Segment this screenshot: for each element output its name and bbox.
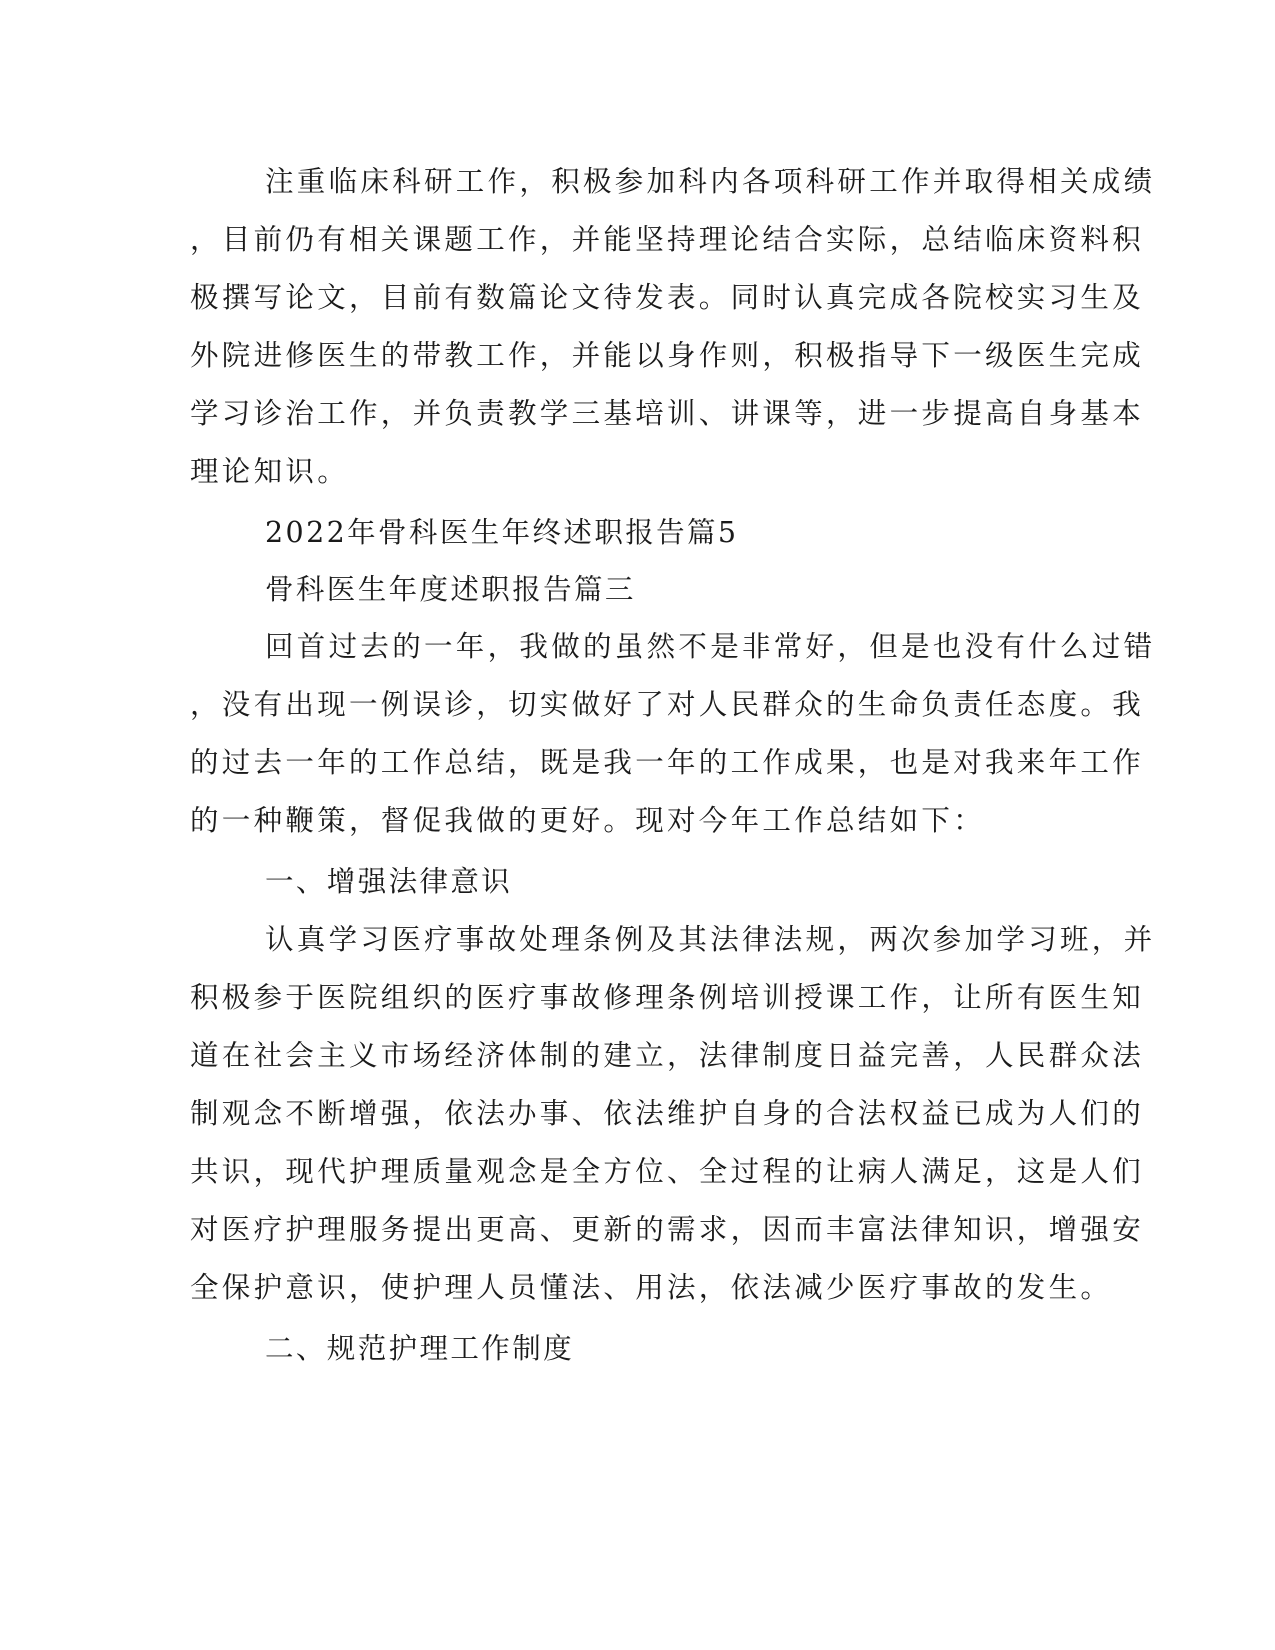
section-heading: 二、规范护理工作制度 [265,1332,575,1365]
section-heading: 一、增强法律意识 [265,865,513,898]
paragraph-line: 极撰写论文，目前有数篇论文待发表。同时认真完成各院校实习生及 [190,281,1145,314]
paragraph-line: 道在社会主义市场经济体制的建立，法律制度日益完善，人民群众法 [190,1039,1145,1072]
paragraph-line: 积极参于医院组织的医疗事故修理条例培训授课工作，让所有医生知 [190,981,1145,1014]
paragraph-line: ，没有出现一例误诊，切实做好了对人民群众的生命负责任态度。我 [190,688,1145,721]
paragraph-line: 回首过去的一年，我做的虽然不是非常好，但是也没有什么过错 [265,630,1156,663]
paragraph-line: 学习诊治工作，并负责教学三基培训、讲课等，进一步提高自身基本 [190,397,1145,430]
paragraph-line: 注重临床科研工作，积极参加科内各项科研工作并取得相关成绩 [265,165,1156,198]
paragraph-line: 认真学习医疗事故处理条例及其法律法规，两次参加学习班，并 [265,923,1156,956]
paragraph-line: 全保护意识，使护理人员懂法、用法，依法减少医疗事故的发生。 [190,1271,1113,1304]
section-subtitle: 骨科医生年度述职报告篇三 [265,573,636,606]
paragraph-line: 外院进修医生的带教工作，并能以身作则，积极指导下一级医生完成 [190,339,1145,372]
paragraph-line: 理论知识。 [190,455,350,488]
paragraph-line: 制观念不断增强，依法办事、依法维护自身的合法权益已成为人们的 [190,1097,1145,1130]
paragraph-line: 对医疗护理服务提出更高、更新的需求，因而丰富法律知识，增强安 [190,1213,1145,1246]
paragraph-line: 共识，现代护理质量观念是全方位、全过程的让病人满足，这是人们 [190,1155,1145,1188]
paragraph-line: 的过去一年的工作总结，既是我一年的工作成果，也是对我来年工作 [190,746,1145,779]
paragraph-line: 的一种鞭策，督促我做的更好。现对今年工作总结如下： [190,804,986,837]
section-title: 2022年骨科医生年终述职报告篇5 [265,516,739,549]
paragraph-line: ，目前仍有相关课题工作，并能坚持理论结合实际，总结临床资料积 [190,223,1145,256]
